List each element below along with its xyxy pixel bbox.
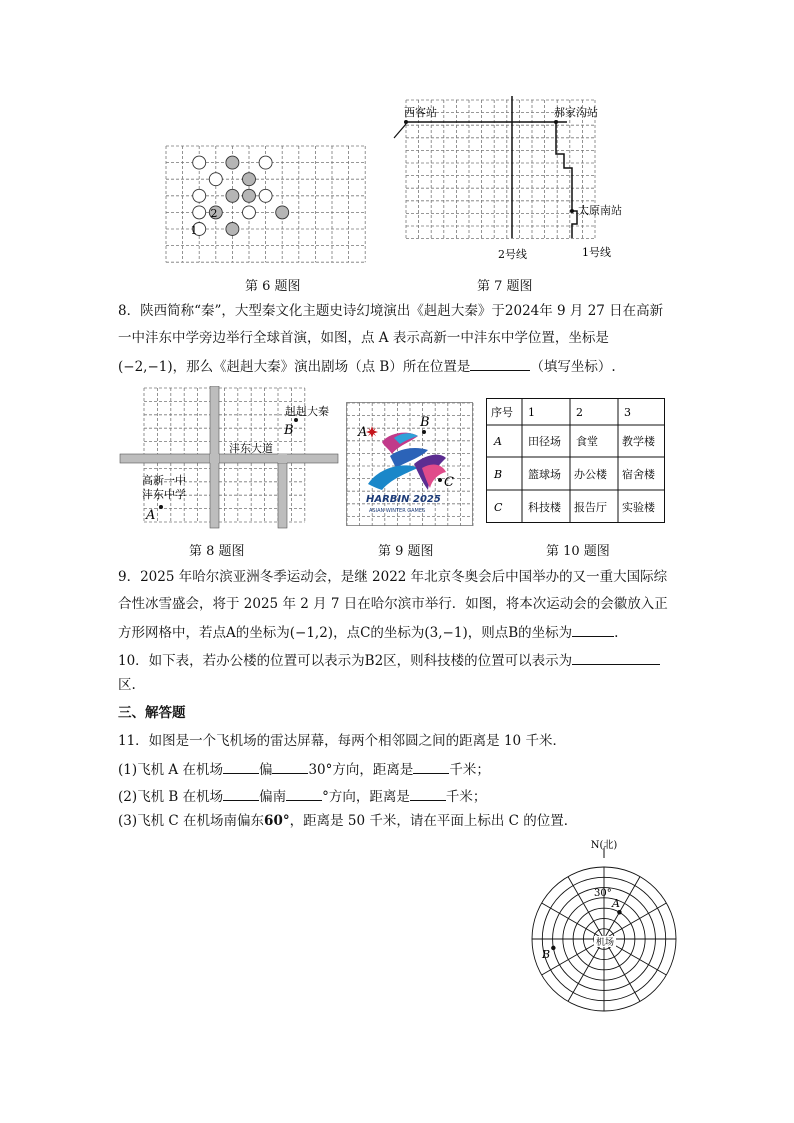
station-taiyuan-south: 太原南站 (578, 204, 622, 217)
q11-p1-blank-3[interactable] (413, 759, 449, 774)
figure-8-map (118, 386, 340, 530)
q11-p3-angle: 60° (264, 813, 290, 829)
q9-line-3 (118, 622, 618, 642)
fig9-label-a: A (358, 425, 368, 440)
q8-line-1: 8．陕西简称“秦”，大型秦文化主题史诗幻境演出《赳赳大秦》于2024年 9 月 27 日在高新 (118, 303, 664, 319)
q11-part-2 (118, 786, 486, 806)
figure-7-metro-map (392, 96, 642, 266)
station-xike: 西客站 (404, 106, 437, 119)
table-cell-b3: 宿舍楼 (622, 468, 655, 481)
q8-answer-blank[interactable] (470, 356, 530, 371)
table-header-col-2: 2 (576, 406, 583, 419)
q11-p1-blank-2[interactable] (272, 759, 308, 774)
fig8-road-name: 沣东大道 (229, 442, 273, 455)
figure-6-go-board (162, 142, 368, 266)
angle-label: 30° (594, 888, 612, 899)
q9-line-3-text: 方形网格中，若点A的坐标为(−1,2)，点C的坐标为(3,−1)，则点B的坐标为 (118, 625, 573, 641)
radar-label-b: B (542, 948, 551, 961)
q11-p3-text-1: (3)飞机 C 在机场南偏东 (118, 813, 265, 829)
figure-9-caption: 第 9 题图 (378, 544, 434, 559)
q10-answer-blank[interactable] (572, 650, 660, 665)
table-cell-c3: 实验楼 (622, 501, 655, 514)
q10-line-1-text: 10．如下表，若办公楼的位置可以表示为B2区，则科技楼的位置可以表示为 (118, 653, 573, 669)
q9-line-2: 合性冰雪盛会，将于 2025 年 2 月 7 日在哈尔滨市举行．如图，将本次运动会的会徽放入正 (118, 596, 668, 612)
q11-p3-text-2: ，距离是 50 千米，请在平面上标出 C 的位置． (289, 813, 578, 829)
q11-p1-text-4: 千米； (449, 762, 490, 778)
q11-p1-text-2: 偏 (258, 762, 273, 778)
q11-p2-text-3: °方向，距离是 (322, 789, 410, 805)
figure-11-radar (512, 836, 702, 1026)
table-cell-a1: 田径场 (528, 435, 561, 448)
q11-p1-text-3: 30°方向，距离是 (308, 762, 414, 778)
q11-part-1 (118, 759, 490, 779)
q8-line-2: 一中沣东中学旁边举行全球首演，如图，点 A 表示高新一中沣东中学位置，坐标是 (118, 330, 609, 346)
fig9-label-b: B (420, 415, 430, 430)
q11-p1-blank-1[interactable] (223, 759, 259, 774)
fig8-b-name: 赳赳大秦 (285, 405, 329, 418)
fig8-school-line-1: 高新一中 (142, 474, 186, 487)
q11-p1-text-1: (1)飞机 A 在机场 (118, 762, 223, 778)
table-row-b-label: B (494, 468, 503, 481)
q10-line-2: 区. (118, 677, 136, 693)
q11-p2-blank-1[interactable] (223, 786, 259, 801)
table-header-col-1: 1 (528, 406, 535, 419)
table-cell-b1: 篮球场 (528, 468, 561, 481)
q11-p2-text-4: 千米； (445, 789, 487, 805)
section-3-heading: 三、解答题 (118, 705, 186, 721)
q11-p2-text-1: (2)飞机 B 在机场 (118, 789, 224, 805)
q8-line-3-text: (−2,−1)，那么《赳赳大秦》演出剧场（点 B）所在位置是 (118, 359, 471, 375)
radar-label-a: A (612, 897, 620, 910)
q10-line-1 (118, 650, 660, 670)
fig8-label-a: A (146, 508, 156, 523)
table-cell-a3: 教学楼 (622, 435, 655, 448)
line-1-label: 1号线 (582, 246, 611, 259)
table-cell-c2: 报告厅 (574, 501, 607, 514)
fig6-label-1: 1 (190, 224, 198, 237)
station-haojiagou: 郝家沟站 (554, 106, 598, 119)
q11-p2-blank-2[interactable] (286, 786, 322, 801)
figure-8-caption: 第 8 题图 (189, 544, 245, 559)
q11-p2-text-2: 偏南 (259, 789, 287, 805)
table-row-a-label: A (494, 435, 502, 448)
table-header-index: 序号 (491, 406, 513, 419)
fig8-school-line-2: 沣东中学 (142, 488, 186, 501)
figure-9-logo-grid (346, 402, 474, 527)
fig9-logo-subtext: ASIAN WINTER GAMES (369, 508, 426, 514)
north-label: N(北) (590, 840, 618, 851)
q11-part-3 (118, 812, 577, 830)
line-2-label: 2号线 (498, 248, 527, 261)
q8-line-3 (118, 356, 616, 376)
table-header-col-3: 3 (624, 406, 631, 419)
airport-label: 机场 (595, 938, 615, 948)
table-cell-a2: 食堂 (576, 435, 598, 448)
figure-10-table (486, 398, 666, 524)
q8-line-3-end: （填写坐标）. (530, 359, 616, 375)
q9-answer-blank[interactable] (572, 622, 614, 637)
q11-intro: 11．如图是一个飞机场的雷达屏幕，每两个相邻圆之间的距离是 10 千米． (118, 733, 566, 749)
fig9-logo-text: HARBIN 2025 (366, 494, 441, 505)
fig8-label-b: B (284, 423, 294, 438)
table-cell-b2: 办公楼 (574, 468, 607, 481)
fig6-label-2: 2 (210, 207, 218, 220)
table-row-c-label: C (494, 501, 503, 514)
table-cell-c1: 科技楼 (528, 501, 561, 514)
figure-6-caption: 第 6 题图 (245, 279, 301, 294)
figure-7-caption: 第 7 题图 (477, 279, 533, 294)
q9-line-1: 9．2025 年哈尔滨亚洲冬季运动会，是继 2022 年北京冬奥会后中国举办的又一重大国际综 (118, 569, 668, 585)
q11-p2-blank-3[interactable] (410, 786, 446, 801)
q9-line-3-end: . (614, 625, 619, 641)
figure-10-caption: 第 10 题图 (546, 544, 610, 559)
fig9-label-c: C (444, 475, 454, 490)
